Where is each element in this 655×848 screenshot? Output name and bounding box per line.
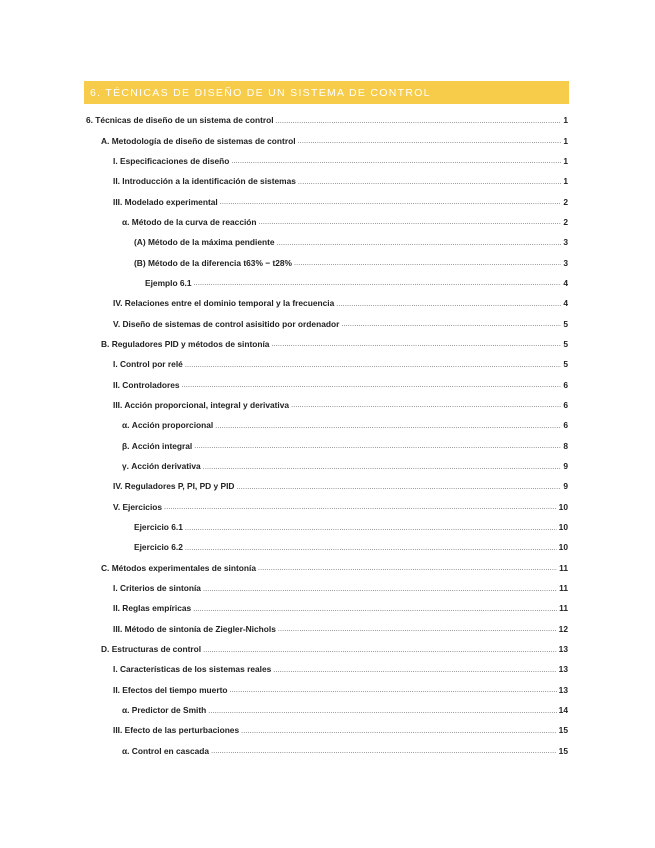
toc-page-number: 1 [563, 176, 568, 187]
toc-entry-c-i[interactable] [86, 578, 568, 598]
toc-entry-label: V. Diseño de sistemas de control asisitido por ordenador [113, 318, 340, 329]
toc-page-number: 9 [563, 461, 568, 472]
toc-leader-dots [294, 260, 561, 267]
toc-entry-ejercicio-6-2[interactable] [86, 537, 568, 557]
toc-page-number: 1 [563, 155, 568, 166]
toc-entry-label: III. Efecto de las perturbaciones [113, 725, 240, 736]
toc-entry-label: II. Efectos del tiempo muerto [113, 684, 228, 695]
toc-entry-label: α. Predictor de Smith [122, 705, 207, 716]
toc-entry-b-ii[interactable] [86, 374, 568, 394]
toc-entry-c-iii[interactable] [86, 619, 568, 639]
toc-entry-section-a[interactable] [86, 130, 568, 150]
toc-page-number: 2 [563, 216, 568, 227]
toc-page-number: 2 [563, 196, 568, 207]
toc-entry-label: II. Introducción a la identificación de sistemas [113, 176, 296, 187]
toc-entry-label: γ. Acción derivativa [122, 461, 201, 472]
toc-leader-dots [203, 464, 562, 471]
toc-page-number: 13 [558, 684, 568, 695]
toc-page-number: 13 [558, 644, 568, 655]
toc-entry-label: III. Modelado experimental [113, 196, 218, 207]
toc-entry-c-ii[interactable] [86, 598, 568, 618]
toc-leader-dots [185, 545, 557, 552]
toc-leader-dots [194, 443, 561, 450]
toc-page-number: 4 [563, 277, 568, 288]
toc-entry-label: IV. Reguladores P, PI, PD y PID [113, 481, 235, 492]
toc-entry-label: (B) Método de la diferencia t63% − t28% [134, 257, 293, 268]
toc-entry-label: I. Control por relé [113, 359, 183, 370]
toc-entry-label: α. Método de la curva de reacción [122, 216, 257, 227]
chapter-heading-banner [84, 81, 569, 104]
toc-entry-a-iii[interactable] [86, 191, 568, 211]
toc-page-number: 11 [559, 583, 568, 594]
toc-leader-dots [182, 382, 562, 389]
toc-entry-ejercicio-6-1[interactable] [86, 517, 568, 537]
toc-leader-dots [258, 565, 557, 572]
toc-leader-dots [298, 179, 561, 186]
toc-entry-label: C. Métodos experimentales de sintonía [101, 562, 256, 573]
toc-leader-dots [271, 341, 561, 348]
toc-leader-dots [273, 667, 556, 674]
toc-entry-label: Ejemplo 6.1 [145, 277, 192, 288]
toc-page-number: 5 [563, 318, 568, 329]
toc-entry-label: D. Estructuras de control [101, 644, 202, 655]
toc-page-number: 3 [563, 257, 568, 268]
toc-entry-label: α. Control en cascada [122, 745, 210, 756]
toc-entry-label: II. Reglas empíricas [113, 603, 192, 614]
toc-entry-b-i[interactable] [86, 354, 568, 374]
toc-page-number: 15 [558, 725, 568, 736]
toc-leader-dots [236, 484, 561, 491]
toc-entry-b-iii-alpha[interactable] [86, 415, 568, 435]
toc-leader-dots [211, 748, 557, 755]
toc-leader-dots [194, 280, 562, 287]
toc-entry-label: β. Acción integral [122, 440, 193, 451]
toc-leader-dots [291, 402, 561, 409]
toc-page-number: 6 [563, 420, 568, 431]
toc-entry-d-i[interactable] [86, 659, 568, 679]
toc-entry-a-iii-alpha[interactable] [86, 212, 568, 232]
toc-entry-label: IV. Relaciones entre el dominio temporal y la frecuencia [113, 298, 335, 309]
toc-entry-label: Ejercicio 6.2 [134, 542, 183, 553]
toc-page-number: 6 [563, 379, 568, 390]
toc-entry-label: (A) Método de la máxima pendiente [134, 237, 275, 248]
toc-page-number: 11 [559, 562, 568, 573]
toc-page-number: 6 [563, 399, 568, 410]
toc-entry-a-ii[interactable] [86, 171, 568, 191]
toc-entry-label: III. Método de sintonía de Ziegler-Nichols [113, 623, 276, 634]
toc-leader-dots [259, 219, 562, 226]
toc-leader-dots [193, 606, 557, 613]
toc-leader-dots [278, 626, 557, 633]
toc-leader-dots [185, 362, 562, 369]
toc-entry-chapter-6[interactable] [86, 110, 568, 130]
toc-leader-dots [203, 586, 557, 593]
toc-page-number: 4 [563, 298, 568, 309]
toc-leader-dots [215, 423, 561, 430]
toc-leader-dots [208, 708, 556, 715]
toc-leader-dots [336, 301, 561, 308]
toc-leader-dots [276, 118, 562, 125]
toc-leader-dots [185, 525, 557, 532]
toc-leader-dots [164, 504, 557, 511]
toc-entry-section-d[interactable] [86, 639, 568, 659]
toc-leader-dots [203, 647, 557, 654]
toc-entry-d-ii[interactable] [86, 680, 568, 700]
toc-page-number: 10 [558, 542, 568, 553]
toc-entry-label: I. Características de los sistemas reales [113, 664, 272, 675]
toc-page-number: 13 [558, 664, 568, 675]
toc-leader-dots [231, 158, 561, 165]
toc-entry-a-iii-alpha-b[interactable] [86, 252, 568, 272]
toc-leader-dots [341, 321, 561, 328]
toc-page-number: 15 [558, 745, 568, 756]
toc-page-number: 1 [563, 135, 568, 146]
toc-entry-label: I. Especificaciones de diseño [113, 155, 230, 166]
toc-page-number: 10 [558, 501, 568, 512]
toc-leader-dots [277, 240, 562, 247]
toc-page-number: 5 [563, 359, 568, 370]
toc-entry-section-c[interactable] [86, 558, 568, 578]
toc-entry-label: Ejercicio 6.1 [134, 522, 183, 533]
toc-entry-b-v[interactable] [86, 497, 568, 517]
toc-entry-label: B. Reguladores PID y métodos de sintonía [101, 338, 270, 349]
toc-entry-a-i[interactable] [86, 151, 568, 171]
toc-leader-dots [220, 199, 562, 206]
toc-page-number: 10 [558, 522, 568, 533]
toc-entry-b-iii[interactable] [86, 395, 568, 415]
toc-entry-label: 6. Técnicas de diseño de un sistema de control [86, 115, 274, 126]
toc-entry-a-iii-alpha-a[interactable] [86, 232, 568, 252]
toc-entry-label: V. Ejercicios [113, 501, 163, 512]
toc-page-number: 8 [563, 440, 568, 451]
toc-page-number: 5 [563, 338, 568, 349]
toc-leader-dots [298, 138, 562, 145]
toc-entry-label: A. Metodología de diseño de sistemas de control [101, 135, 296, 146]
toc-entry-label: II. Controladores [113, 379, 180, 390]
toc-page-number: 1 [563, 115, 568, 126]
toc-entry-section-b[interactable] [86, 334, 568, 354]
toc-entry-b-iii-beta[interactable] [86, 436, 568, 456]
toc-page-number: 12 [558, 623, 568, 634]
toc-page-number: 9 [563, 481, 568, 492]
toc-entry-label: III. Acción proporcional, integral y derivativa [113, 399, 290, 410]
toc-entry-a-iv[interactable] [86, 293, 568, 313]
toc-page-number: 3 [563, 237, 568, 248]
toc-entry-d-iii[interactable] [86, 720, 568, 740]
toc-entry-d-ii-alpha[interactable] [86, 700, 568, 720]
table-of-contents [86, 110, 568, 761]
toc-entry-b-iii-gamma[interactable] [86, 456, 568, 476]
toc-page-number: 14 [558, 705, 568, 716]
toc-entry-label: I. Criterios de sintonía [113, 583, 201, 594]
toc-page-number: 11 [559, 603, 568, 614]
toc-leader-dots [241, 728, 557, 735]
toc-entry-a-v[interactable] [86, 313, 568, 333]
toc-entry-label: α. Acción proporcional [122, 420, 214, 431]
toc-entry-b-iv[interactable] [86, 476, 568, 496]
toc-entry-d-iii-alpha[interactable] [86, 741, 568, 761]
toc-entry-ejemplo-6-1[interactable] [86, 273, 568, 293]
toc-leader-dots [229, 687, 556, 694]
chapter-title: 6. TÉCNICAS DE DISEÑO DE UN SISTEMA DE CONTROL [90, 86, 431, 99]
